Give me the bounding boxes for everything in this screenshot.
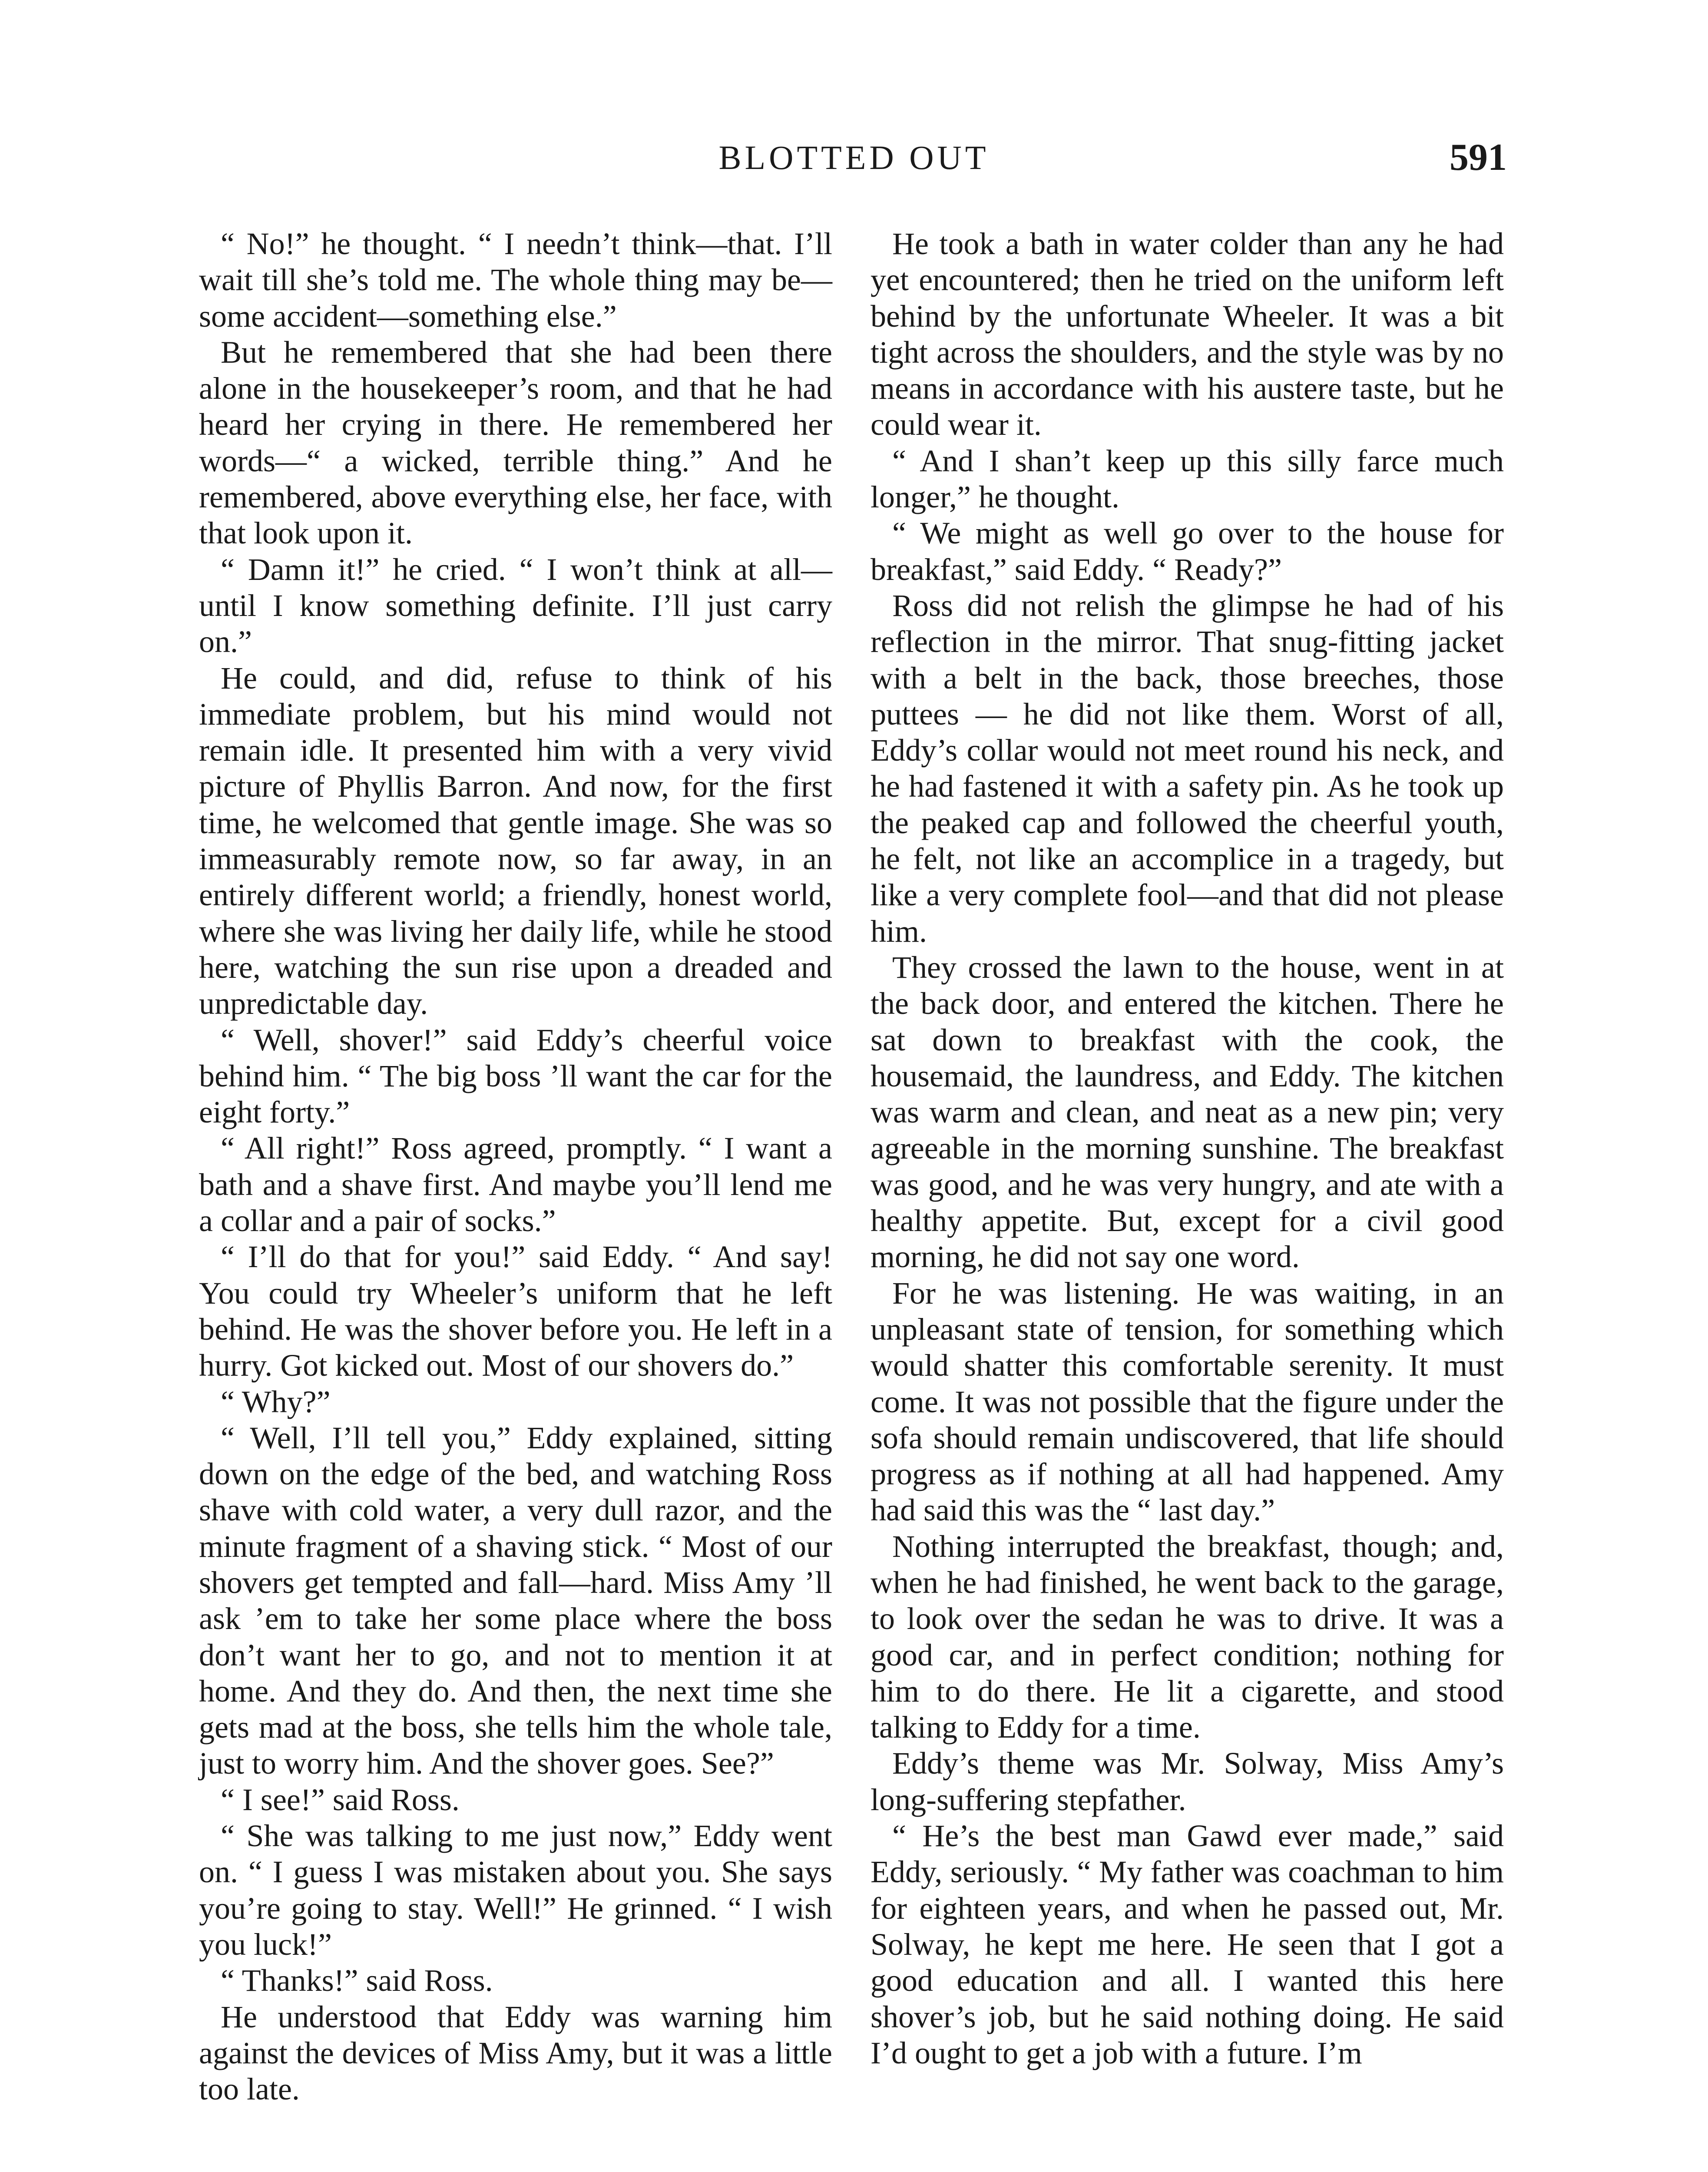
paragraph: He took a bath in water colder than any he had yet encountered; then he tried on the uniform left behind by the unfortunate Wheeler. It was a bit tight across the shoulders, and the style was by no means in accordance with his austere taste, but he could wear it. xyxy=(871,226,1504,442)
paragraph: “ And I shan’t keep up this silly farce much longer,” he thought. xyxy=(871,443,1504,515)
page-number: 591 xyxy=(1450,136,1507,179)
paragraph: Eddy’s theme was Mr. Solway, Miss Amy’s long-suffering stepfather. xyxy=(871,1746,1504,1817)
paragraph: “ Well, shover!” said Eddy’s cheerful voice behind him. “ The big boss ’ll want the car for the eight forty.” xyxy=(199,1022,832,1130)
right-column xyxy=(871,226,1504,2071)
left-column xyxy=(199,226,832,2107)
paragraph: “ He’s the best man Gawd ever made,” said Eddy, seriously. “ My father was coachman to him for eighteen years, and when he passed out, Mr. Solway, he kept me here. He seen that I got a good education and all. I wanted this here shover’s job, but he said nothing doing. He said I’d ought to get a job with a future. I’m xyxy=(871,1818,1504,2070)
paragraph: “ Thanks!” said Ross. xyxy=(221,1963,493,1998)
running-header: BLOTTED OUT xyxy=(718,139,990,176)
paragraph: For he was listening. He was waiting, in an unpleasant state of tension, for something which would shatter this comfortable serenity. It must come. It was not possible that the figure under the sofa should remain undiscovered, that life should progress as if nothing at all had happened. Amy had said this was the “ last day.” xyxy=(871,1275,1504,1528)
paragraph: “ All right!” Ross agreed, promptly. “ I want a bath and a shave first. And maybe you’ll lend me a collar and a pair of socks.” xyxy=(199,1131,832,1238)
paragraph: “ No!” he thought. “ I needn’t think—that. I’ll wait till she’s told me. The whole thing may be—some accident—something else.” xyxy=(199,226,832,334)
paragraph: “ Well, I’ll tell you,” Eddy explained, sitting down on the edge of the bed, and watching Ross shave with cold water, a very dull razor, and the minute fragment of a shaving stick. “ Most of our shovers get tempted and fall—hard. Miss Amy ’ll ask ’em to take her some place where the boss don’t want her to go, and not to mention it at home. And they do. And then, the next time she gets mad at the boss, she tells him the whole tale, just to worry him. And the shover goes. See?” xyxy=(199,1420,832,1781)
paragraph: “ Why?” xyxy=(221,1384,331,1419)
paragraph: “ We might as well go over to the house for breakfast,” said Eddy. “ Ready?” xyxy=(871,516,1504,587)
paragraph: “ Damn it!” he cried. “ I won’t think at all—until I know something definite. I’ll just carry on.” xyxy=(199,552,832,659)
paragraph: Ross did not relish the glimpse he had of his reflection in the mirror. That snug-fitting jacket with a belt in the back, those breeches, those puttees — he did not like them. Worst of all, Eddy’s collar would not meet round his neck, and he had fastened it with a safety pin. As he took up the peaked cap and followed the cheerful youth, he felt, not like an accomplice in a tragedy, but like a very complete fool—and that did not please him. xyxy=(871,588,1504,949)
paragraph: They crossed the lawn to the house, went in at the back door, and entered the kitchen. There he sat down to breakfast with the cook, the housemaid, the laundress, and Eddy. The kitchen was warm and clean, and neat as a new pin; very agreeable in the morning sunshine. The breakfast was good, and he was very hungry, and ate with a healthy appetite. But, except for a civil good morning, he did not say one word. xyxy=(871,950,1504,1275)
paragraph: “ I see!” said Ross. xyxy=(221,1782,460,1817)
paragraph: He understood that Eddy was warning him against the devices of Miss Amy, but it was a little too late. xyxy=(199,1999,832,2107)
paragraph: Nothing interrupted the breakfast, though; and, when he had finished, he went back to the garage, to look over the sedan he was to drive. It was a good car, and in perfect condition; nothing for him to do there. He lit a cigarette, and stood talking to Eddy for a time. xyxy=(871,1529,1504,1745)
paragraph: He could, and did, refuse to think of his immediate problem, but his mind would not remain idle. It presented him with a very vivid picture of Phyllis Barron. And now, for the first time, he welcomed that gentle image. She was so immeasurably remote now, so far away, in an entirely different world; a friendly, honest world, where she was living her daily life, while he stood here, watching the sun rise upon a dreaded and unpredictable day. xyxy=(199,660,832,1021)
paragraph: “ She was talking to me just now,” Eddy went on. “ I guess I was mistaken about you. She says you’re going to stay. Well!” He grinned. “ I wish you luck!” xyxy=(199,1818,832,1962)
paragraph: But he remembered that she had been there alone in the housekeeper’s room, and that he had heard her crying in there. He remembered her words—“ a wicked, terrible thing.” And he remembered, above everything else, her face, with that look upon it. xyxy=(199,334,832,551)
paragraph: “ I’ll do that for you!” said Eddy. “ And say! You could try Wheeler’s uniform that he left behind. He was the shover before you. He left in a hurry. Got kicked out. Most of our shovers do.” xyxy=(199,1239,832,1383)
